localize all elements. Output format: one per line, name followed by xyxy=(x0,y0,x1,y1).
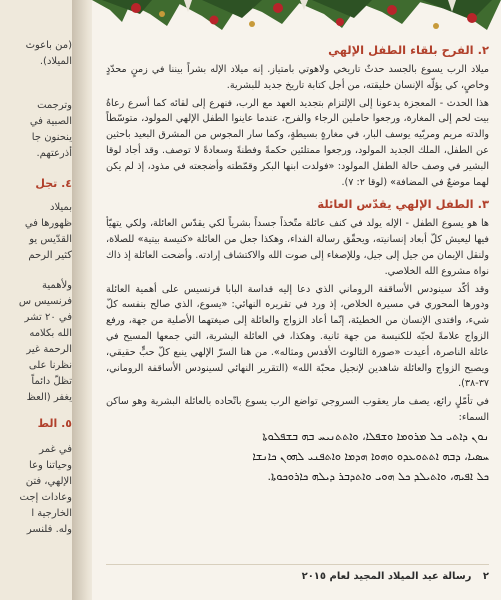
previous-page-line: نظرنا على xyxy=(28,360,72,371)
section-3-paragraph-3: في تأمّلٍ رائع، يصف مار يعقوب السروجي تواضع الرب يسوع باتّحاده بالعائلة البشرية وهو ساكن السماء: xyxy=(106,396,489,423)
previous-page-line: يغفر (العظ xyxy=(26,392,72,403)
section-2-heading: ٢. الفرح بلقاء الطفل الإلهي xyxy=(328,43,489,57)
previous-page-line: وحياتنا وعا xyxy=(29,460,72,471)
previous-page-line: (من باعوث xyxy=(25,40,72,51)
previous-page-line: الصبية في xyxy=(29,116,72,127)
page-number: ٢ xyxy=(482,571,489,582)
section-2-paragraph-2: هذا الحدث - المعجزة يدعونا إلى الإلتزام بتجديد العهد مع الرب، فنهرع إلى لقائه كما أسرع رعاةُ بيت لحم إلى المغارة، ورجعوا حاملين الرجاء والفرح، عندما عاينوا الطفل الإلهي المولود، متوسّطاً والدته مريم ومربّيه يوسف البار، في مغارةٍ بسيطةٍ، وكما سار المجوس من المشرق البعيد باحثين عن الطفل، الملك الجديد المولود، ورجعوا ممتلئين حكمةً وفطنةً وسعادةً لا توصف. وقد أجاد لوقا البشير في وصف حالة الطفل المولود: «فولدت ابنها البكر وقمّطته وأضجعته في مذود، إذ لم يكن لهما موضعٌ في المضافة» (لوقا ٢: ٧). xyxy=(106,97,489,188)
previous-page-line: في غمر xyxy=(39,444,72,455)
previous-page-line: أذرعتهم. xyxy=(36,148,72,159)
previous-page-line: كثير الرحم xyxy=(28,250,72,261)
page-footer xyxy=(106,564,489,582)
previous-page-line: فرنسيس س xyxy=(18,296,72,307)
previous-page-line: ٤. تجل xyxy=(35,177,72,190)
previous-page-line: ولأهمية xyxy=(42,280,72,291)
footer-title: رسالة عيد الميلاد المجيد لعام ٢٠١٥ xyxy=(301,571,472,582)
previous-page-line: ظهورها في xyxy=(24,218,72,229)
previous-page-line: القدّيس يو xyxy=(29,234,72,245)
previous-page-line: وعادات إجت xyxy=(19,492,72,503)
previous-page-line: تظلّ دائماً xyxy=(31,376,72,387)
previous-page-line: بميلاد xyxy=(49,202,72,213)
syriac-verse-line-3: ܟܠ ܐܦܝܗ، ܘܐܬܝܠܕ ܟܠ ܗܘܝ ܘܐܬܕܒܪ ܕܝܠܗ ܟܐܪܘܟܘܬܐ. xyxy=(267,469,489,483)
syriac-verse-line-2: ܚܣܝܐ، ܕܒܗ ܐܬܬܘܥܕܘ ܘܗܘܐ ܗܕܡܐ ܘܐܬܦܢܝ ܠܗܘܢ ܟܐܢܫܐ xyxy=(252,449,489,463)
previous-page-line: وله. فلنسر xyxy=(26,524,72,535)
previous-page-line: الميلاد). xyxy=(39,56,72,67)
previous-page-line: الرحمة غير xyxy=(26,344,72,355)
previous-page-line: ينحنون جا xyxy=(31,132,72,143)
section-3-heading: ٣. الطفل الإلهي يقدّس العائلة xyxy=(317,197,489,212)
section-2-paragraph-1: ميلاد الرب يسوع بالجسد حدثٌ تاريخي ولاهوتي بامتياز. إنه ميلاد الإله بشراً بيننا في زمنٍ محدّدٍ وخاصٍ، كي يؤلّه الإنسان خليقته، من أجل كتابة تاريخ جديد للبشرية. xyxy=(106,64,489,91)
page xyxy=(92,0,501,600)
syriac-verse-line-1: ܢܘܢ ܕܐܬܝ ܟܠ ܡܪܘܡܐ ܘܫܦܠܐ، ܘܐܬܬܢܝܚ ܒܗ ܒܫܦܠܘܬܐ xyxy=(262,429,489,443)
previous-page-line: في ٢٠ تشر xyxy=(24,312,72,323)
previous-page-line: وترجمت xyxy=(37,100,72,111)
previous-page-line: الله بكلامه xyxy=(29,328,72,339)
previous-page-line: الإلهي، فتن xyxy=(25,476,72,487)
christmas-garland-decoration xyxy=(92,0,501,42)
previous-page-line: الخارجية ا xyxy=(31,508,72,519)
article-content xyxy=(106,42,489,486)
section-3-paragraph-1: ها هو يسوع الطفل - الإله يولد في كنف عائلة متّخذاً جسداً بشرياً لكي يقدّس العائلة، ولكي يتهيّأ فيها ليعيش كلّ أبعاد إنسانيته، ويحقّق رسالة الفداء، وهكذا جعل من العائلة «كنيسة بيتية» للصلاة، ولنقل الإيمان من جيل إلى جيل، وللإصغاء إلى صوت الله والاكتشاف إرادته. وأضحت العائلة إذ ذاك نواة مشروع الله الخلاصي. xyxy=(106,218,489,277)
previous-page-edge xyxy=(0,0,79,600)
previous-page-line: ٥. الط xyxy=(37,417,72,430)
section-3-paragraph-2: وقد أكّد سينودس الأساقفة الروماني الذي دعا إليه قداسة البابا فرنسيس على أهمية العائلة ودورها المحوري في مسيرة الخلاص، إذ ورد في تقريره النهائي: «يسوع، الذي صالح بنفسه كلّ شيء، وافتدى الإنسان من الخطيئة، إنّما أعاد الزواج والعائلة إلى صيغتهما الأصلية من جهة، ورفع الزواج علامةً لحبّه للكنيسة من جهة ثانية. وهكذا، في العائلة البشرية، التي جمعها المسيح في عائلة الناصرة، أعيدت «صورة الثالوث الأقدس ومثاله». من هنا السرّ الإلهي ينبع كلّ حبٍّ حقيقي، ويصبح الزواج والعائلة شاهدين لإنجيل محبّة الله» (التقرير النهائي لسينودس الأساقفة الروماني، ٣٧-٣٨). xyxy=(106,283,489,390)
